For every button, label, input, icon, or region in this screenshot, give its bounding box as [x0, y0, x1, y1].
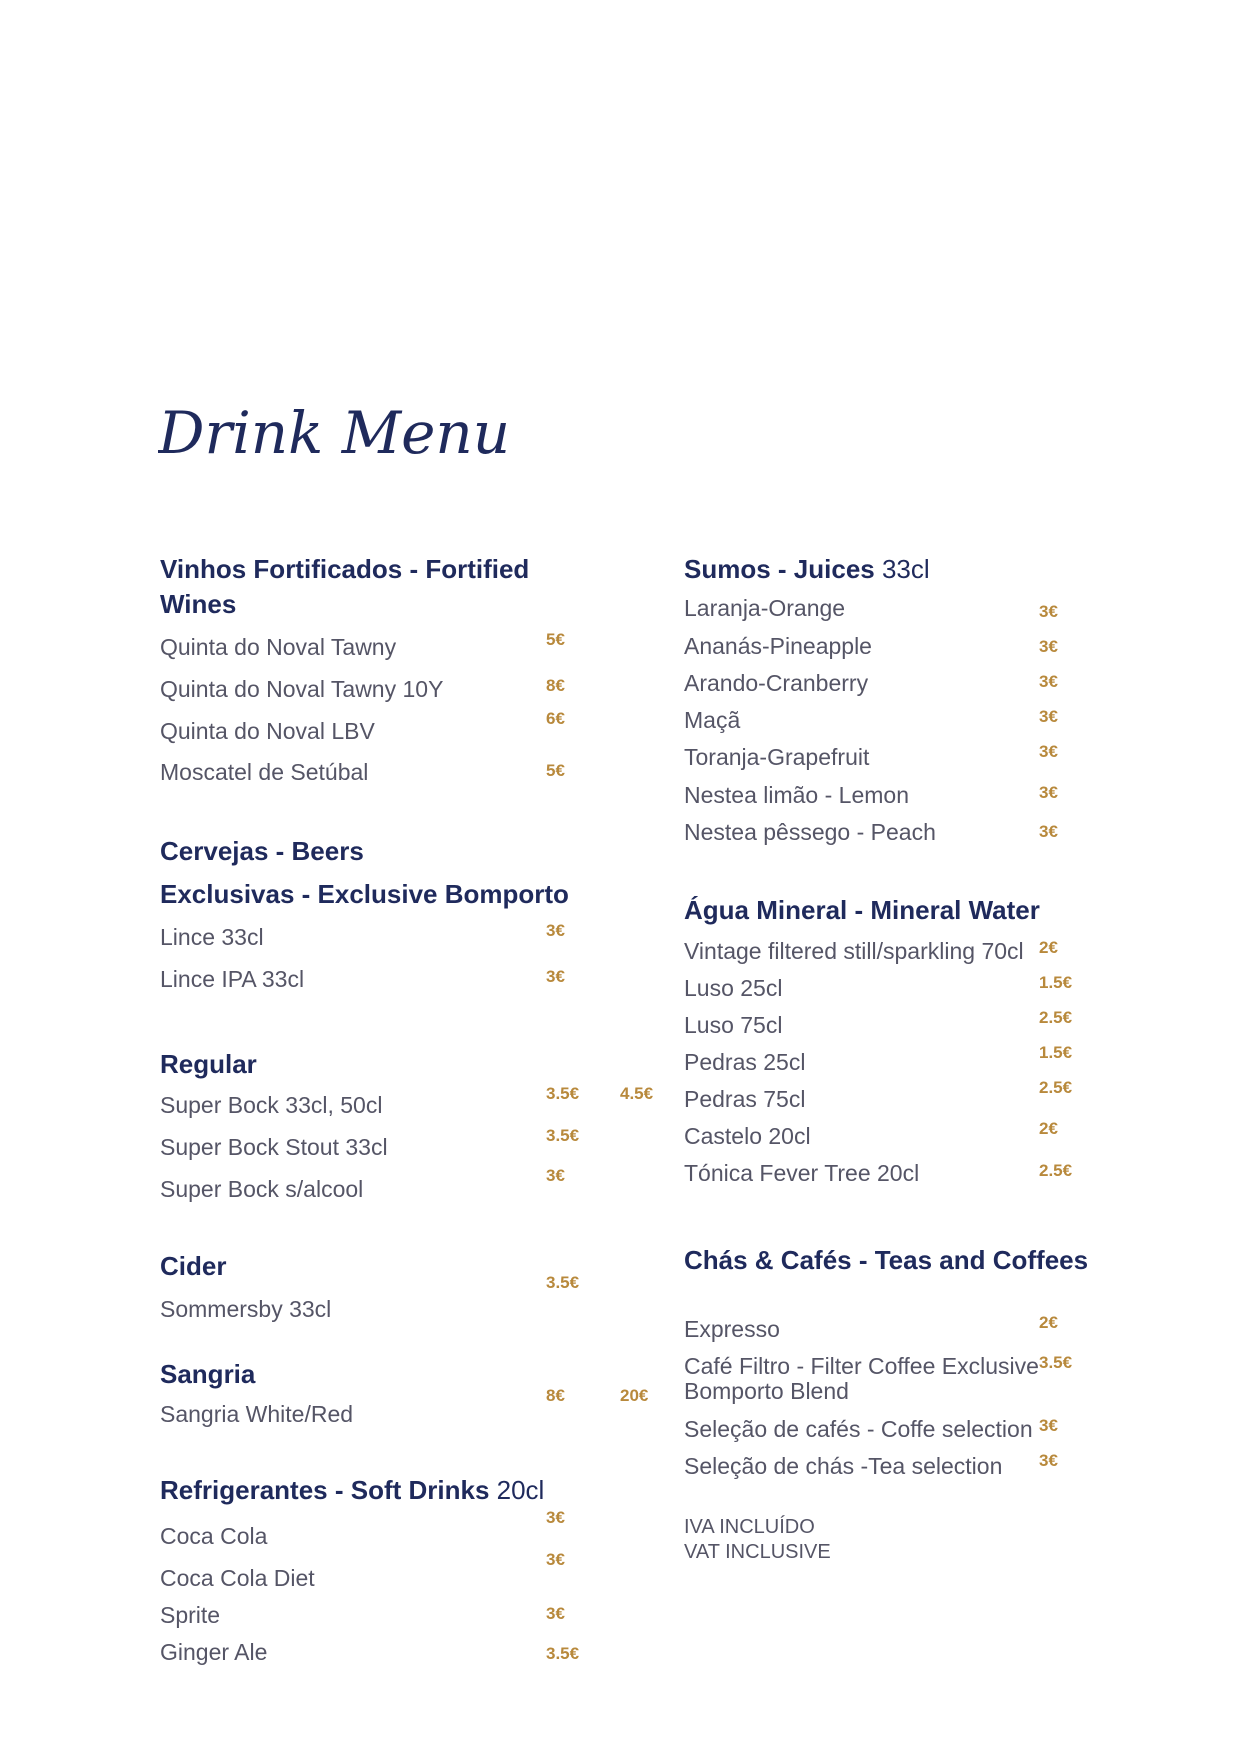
menu-item: Pedras 25cl — [684, 1049, 806, 1075]
item-price: 3€ — [1039, 822, 1058, 841]
item-price: 2.5€ — [1039, 1161, 1073, 1180]
menu-item: Laranja-Orange — [684, 595, 846, 621]
item-price: 3€ — [1039, 742, 1058, 761]
menu-item: Seleção de cafés - Coffe selection — [684, 1416, 1033, 1442]
item-price: 3€ — [1039, 707, 1058, 726]
menu-title-text: Drink Menu — [158, 399, 511, 467]
menu-item: Luso 25cl — [684, 975, 783, 1001]
item-price: 2.5€ — [1039, 1008, 1073, 1027]
menu-item: Nestea limão - Lemon — [684, 782, 909, 808]
menu-item: Pedras 75cl — [684, 1086, 806, 1112]
menu-item: Super Bock 33cl, 50cl — [160, 1092, 383, 1118]
item-price: 2€ — [1039, 1313, 1058, 1332]
item-price: 1.5€ — [1039, 1043, 1073, 1062]
menu-item: Vintage filtered still/sparkling 70cl — [684, 938, 1024, 964]
section-title-teas-coffees: Chás & Cafés - Teas and Coffees — [684, 1245, 1089, 1275]
section-title-soft-drinks — [160, 1473, 544, 1508]
menu-item: Super Bock s/alcool — [160, 1176, 364, 1202]
item-price: 3.5€ — [1039, 1353, 1073, 1372]
item-price-large: 20€ — [620, 1386, 649, 1405]
menu-item: Sangria White/Red — [160, 1401, 354, 1427]
item-price-large: 4.5€ — [620, 1084, 654, 1103]
section-title-soft-drinks-note: 20cl — [496, 1475, 545, 1505]
item-price: 3€ — [1039, 637, 1058, 656]
menu-item: Quinta do Noval Tawny — [160, 634, 397, 660]
menu-item: Sprite — [160, 1602, 221, 1628]
section-title-juices-text: Sumos - Juices — [684, 554, 875, 584]
item-price: 5€ — [546, 761, 565, 780]
item-price: 3€ — [546, 921, 565, 940]
item-price: 3€ — [546, 967, 565, 986]
menu-item: Moscatel de Setúbal — [160, 759, 369, 785]
menu-item: Maçã — [684, 707, 741, 733]
menu-item-line2: Bomporto Blend — [684, 1378, 849, 1404]
item-price: 2.5€ — [1039, 1078, 1073, 1097]
menu-title-lettering — [158, 398, 538, 488]
section-title-water: Água Mineral - Mineral Water — [684, 895, 1040, 925]
item-price: 3€ — [1039, 672, 1058, 691]
item-price: 3.5€ — [546, 1273, 580, 1292]
menu-item: Coca Cola — [160, 1523, 268, 1549]
menu-item: Sommersby 33cl — [160, 1296, 332, 1322]
subsection-title-exclusive: Exclusivas - Exclusive Bomporto — [160, 879, 569, 909]
section-title-sangria: Sangria — [160, 1359, 256, 1389]
menu-item: Lince IPA 33cl — [160, 966, 305, 992]
item-price: 8€ — [546, 676, 565, 695]
menu-item: Quinta do Noval Tawny 10Y — [160, 676, 444, 702]
item-price: 5€ — [546, 630, 565, 649]
menu-item: Lince 33cl — [160, 924, 264, 950]
item-price: 8€ — [546, 1386, 565, 1405]
menu-item: Arando-Cranberry — [684, 670, 869, 696]
section-title-juices — [684, 552, 930, 587]
item-price: 3€ — [1039, 1416, 1058, 1435]
menu-item: Ananás-Pineapple — [684, 633, 872, 659]
item-price: 3€ — [1039, 783, 1058, 802]
item-price: 3€ — [1039, 602, 1058, 621]
item-price: 3.5€ — [546, 1644, 580, 1663]
item-price: 2€ — [1039, 1119, 1058, 1138]
item-price: 3.5€ — [546, 1084, 580, 1103]
menu-item: Café Filtro - Filter Coffee Exclusive — [684, 1353, 1039, 1379]
section-title-soft-drinks-text: Refrigerantes - Soft Drinks — [160, 1475, 490, 1505]
vat-note-pt: IVA INCLUÍDO — [684, 1516, 815, 1538]
item-price: 2€ — [1039, 938, 1058, 957]
item-price: 3€ — [546, 1508, 565, 1527]
section-title-juices-note: 33cl — [881, 554, 930, 584]
subsection-title-regular: Regular — [160, 1049, 257, 1079]
section-title-fortified-line2: Wines — [160, 589, 237, 619]
item-price: 6€ — [546, 709, 565, 728]
menu-item: Luso 75cl — [684, 1012, 783, 1038]
menu-title — [158, 398, 538, 488]
section-title-beers: Cervejas - Beers — [160, 836, 364, 866]
item-price: 3€ — [1039, 1451, 1058, 1470]
item-price: 3€ — [546, 1166, 565, 1185]
menu-item: Ginger Ale — [160, 1639, 268, 1665]
menu-item: Nestea pêssego - Peach — [684, 819, 936, 845]
menu-item: Toranja-Grapefruit — [684, 744, 870, 770]
item-price: 3€ — [546, 1550, 565, 1569]
item-price: 3.5€ — [546, 1126, 580, 1145]
menu-item: Expresso — [684, 1316, 780, 1342]
section-title-cider: Cider — [160, 1251, 227, 1281]
section-title-fortified: Vinhos Fortificados - Fortified — [160, 554, 530, 584]
menu-item: Coca Cola Diet — [160, 1565, 315, 1591]
menu-item: Tónica Fever Tree 20cl — [684, 1160, 920, 1186]
item-price: 3€ — [546, 1604, 565, 1623]
menu-item: Quinta do Noval LBV — [160, 718, 375, 744]
vat-note-en: VAT INCLUSIVE — [684, 1541, 831, 1563]
menu-item: Seleção de chás -Tea selection — [684, 1453, 1003, 1479]
menu-item: Castelo 20cl — [684, 1123, 811, 1149]
item-price: 1.5€ — [1039, 973, 1073, 992]
menu-item: Super Bock Stout 33cl — [160, 1134, 388, 1160]
